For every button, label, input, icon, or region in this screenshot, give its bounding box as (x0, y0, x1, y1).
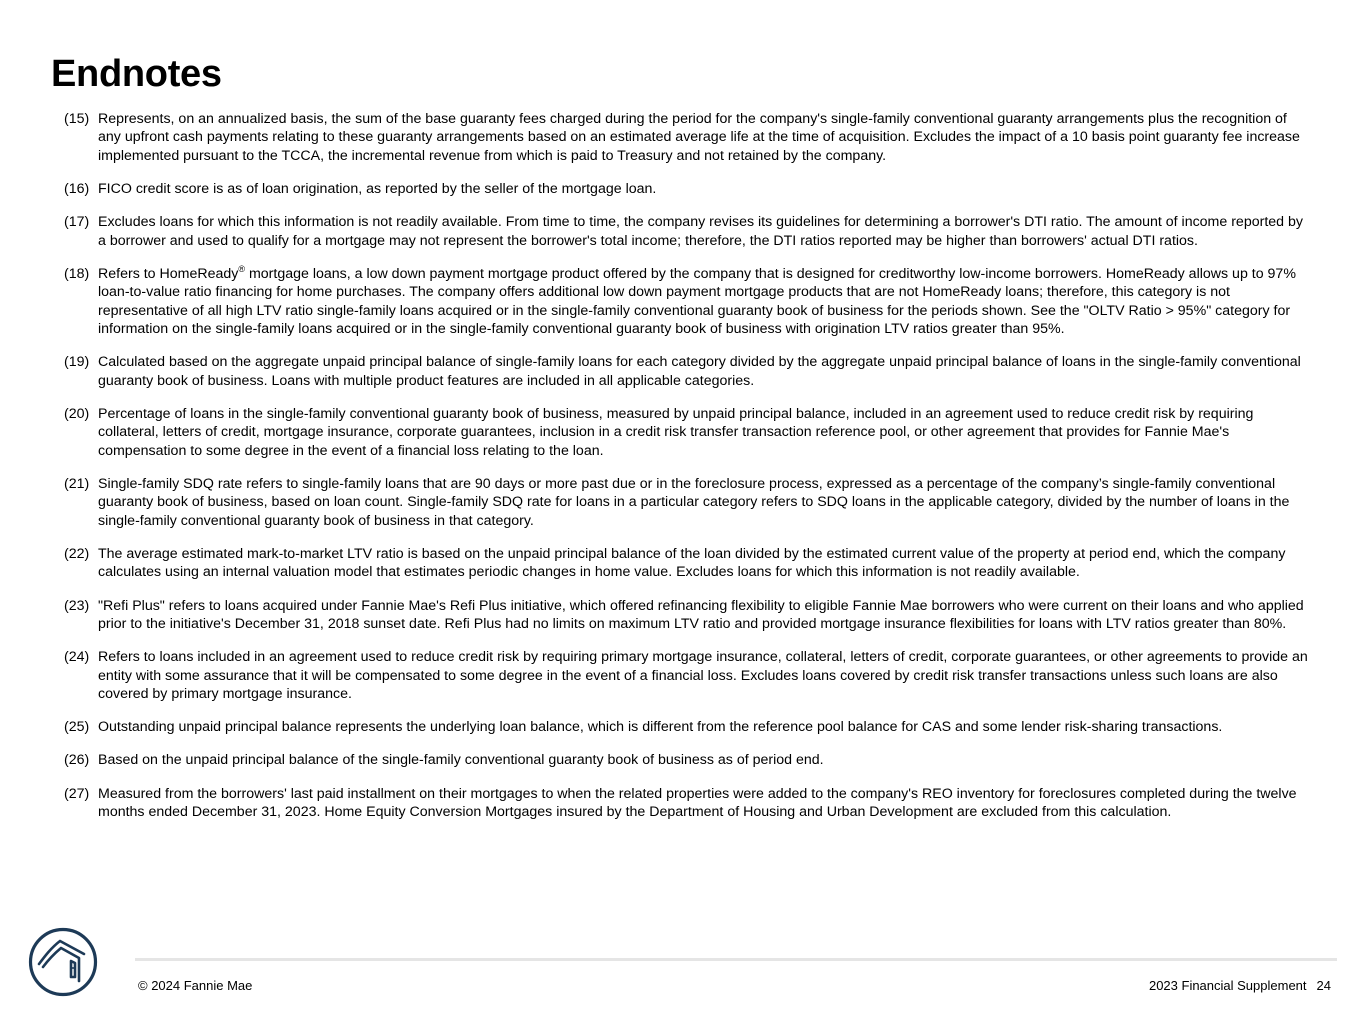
endnote-17 (64, 213, 1309, 250)
endnote-text (98, 265, 1309, 339)
endnote-text: FICO credit score is as of loan origination, as reported by the seller of the mortgage loan. (98, 181, 657, 198)
endnote-text: Percentage of loans in the single-family conventional guaranty book of business, measured by unpaid principal balance, included in an agreement used to reduce credit risk by requiring collateral, letters of credit, mortgage insurance, corporate guarantees, inclusion in a credit risk transfer transaction reference pool, or other agreement that provides for Fannie Mae's compensation to some degree in the event of a financial loss relating to the loan. (98, 405, 1254, 459)
endnote-26 (64, 751, 1309, 769)
endnote-number: (23) (64, 597, 90, 614)
endnote-text: "Refi Plus" refers to loans acquired under Fannie Mae's Refi Plus initiative, which offered refinancing flexibility to eligible Fannie Mae borrowers who were current on their loans and who applied prior to the initiative's December 31, 2018 sunset date. Refi Plus had no limits on maximum LTV ratio and provided mortgage insurance flexibilities for loans with LTV ratios greater than 80%. (98, 597, 1304, 632)
footer-document-info (1149, 978, 1331, 994)
endnote-25 (64, 718, 1309, 736)
footer-divider (135, 958, 1337, 961)
endnote-number: (25) (64, 719, 90, 736)
endnote-text: Represents, on an annualized basis, the sum of the base guaranty fees charged during the period for the company's single-family conventional guaranty arrangements plus the recognition of any upfront cash payments relating to these guaranty arrangements based on an estimated average life at the time of acquisition. Excludes the impact of a 10 basis point guaranty fee increase implemented pursuant to the TCCA, the incremental revenue from which is paid to Treasury and not retained by the company. (98, 111, 1300, 164)
endnote-number: (17) (64, 214, 90, 231)
endnote-number: (15) (64, 111, 90, 127)
endnote-text: Measured from the borrowers' last paid installment on their mortgages to when the related properties were added to the company's REO inventory for foreclosures completed during the twelve months ended December 31, 2023. Home Equity Conversion Mortgages insured by the Department of Housing and Urban Development are excluded from this calculation. (98, 785, 1297, 820)
endnote-number: (22) (64, 545, 90, 562)
endnote-number: (19) (64, 354, 90, 371)
endnote-text: Refers to loans included in an agreement used to reduce credit risk by requiring primary mortgage insurance, collateral, letters of credit, corporate guarantees, or other agreements to provide an entity with some assurance that it will be compensated to some degree in the event of a financial loss. Excludes loans covered by credit risk transfer transactions unless such loans are also covered by primary mortgage insurance. (98, 649, 1308, 702)
endnote-number: (20) (64, 405, 90, 422)
endnote-text: Excludes loans for which this information is not readily available. From time to time, the company revises its guidelines for determining a borrower's DTI ratio. The amount of income reported by a borrower and used to qualify for a mortgage may not represent the borrower's total income; therefore, the DTI ratios reported may be higher than borrowers' actual DTI ratios. (98, 214, 1303, 249)
endnote-27 (64, 785, 1309, 822)
endnote-number: (27) (64, 785, 90, 802)
endnote-number: (16) (64, 181, 90, 198)
registered-trademark-mark: ® (238, 263, 245, 274)
fannie-mae-house-logo-icon (28, 927, 98, 997)
endnote-15 (64, 110, 1309, 165)
endnote-21 (64, 475, 1309, 530)
endnote-text: Single-family SDQ rate refers to single-family loans that are 90 days or more past due or in the foreclosure process, expressed as a percentage of the company’s single-family conventional guaranty book of business, based on loan count. Single-family SDQ rate for loans in a particular category refers to SDQ loans in the applicable category, divided by the number of loans in the single-family conventional guaranty book of business in that category. (98, 475, 1290, 529)
endnote-text: The average estimated mark-to-market LTV ratio is based on the unpaid principal balance of the loan divided by the estimated current value of the property at period end, which the company calculates using an internal valuation model that estimates periodic changes in home value. Excludes loans for which this information is not readily available. (98, 545, 1286, 581)
endnote-text: Based on the unpaid principal balance of the single-family conventional guaranty book of business as of period end. (98, 752, 824, 769)
page-title: Endnotes (51, 53, 222, 95)
endnote-22 (64, 545, 1309, 582)
endnote-24 (64, 648, 1309, 703)
endnote-text: Calculated based on the aggregate unpaid principal balance of single-family loans for each category divided by the aggregate unpaid principal balance of loans in the single-family conventional guaranty book of business. Loans with multiple product features are included in all applicable categories. (98, 354, 1301, 389)
endnote-20 (64, 405, 1309, 460)
endnote-18 (64, 265, 1309, 339)
endnote-number: (18) (64, 265, 90, 282)
endnote-text-start: Refers to HomeReady (98, 265, 239, 282)
page-number: 24 (1316, 978, 1331, 993)
endnote-number: (24) (64, 649, 90, 666)
endnote-text: Outstanding unpaid principal balance represents the underlying loan balance, which is different from the reference pool balance for CAS and some lender risk-sharing transactions. (98, 719, 1223, 736)
endnote-number: (26) (64, 752, 90, 769)
endnote-23 (64, 597, 1309, 634)
footer-copyright: © 2024 Fannie Mae (138, 978, 253, 993)
endnote-number: (21) (64, 475, 90, 492)
endnotes-list (64, 110, 1309, 836)
endnote-19 (64, 353, 1309, 390)
footer-document-name: 2023 Financial Supplement (1148, 978, 1307, 993)
endnote-16 (64, 180, 1309, 198)
endnote-text-rest: mortgage loans, a low down payment mortgage product offered by the company that is designed for creditworthy low-income borrowers. HomeReady allows up to 97% loan-to-value ratio financing for home purchases. The company offers additional low down payment mortgage products that are not HomeReady loans; therefore, this category is not representative of all high LTV ratio single-family loans acquired or in the single-family conventional guaranty book of business for the periods shown. See the "OLTV Ratio > 95%" category for information on the single-family loans acquired or in the single-family conventional guaranty book of business with origination LTV ratios greater than 95%. (98, 265, 1296, 338)
